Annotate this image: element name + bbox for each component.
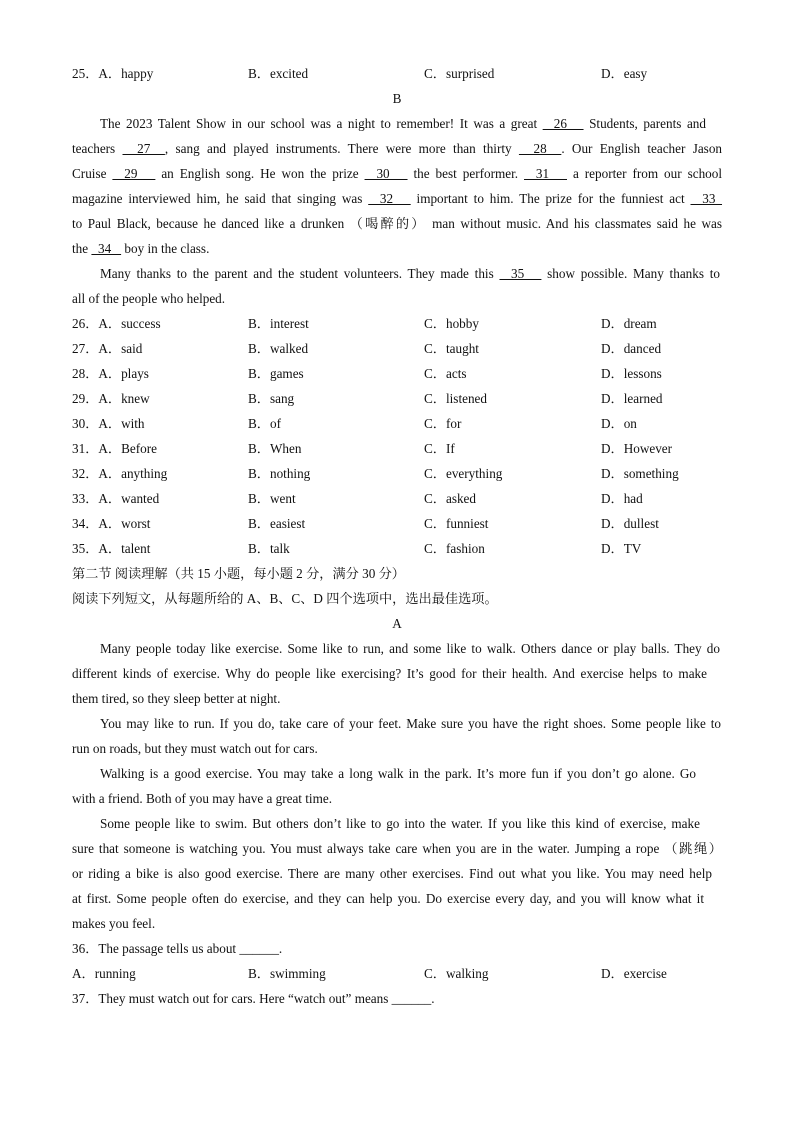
passage-line: Many people today like exercise. Some like to run, and some like to walk. Others dance or play balls. They do <box>100 641 720 656</box>
option-c: C．everything <box>424 466 503 481</box>
option-c: C．acts <box>424 366 467 381</box>
option-c: C．taught <box>424 341 479 356</box>
question-33-options <box>72 490 732 508</box>
cloze-line: teachers 27 , sang and played instruments. There were more than thirty 28 . Our English teacher Jason <box>72 141 723 156</box>
q25-option-a: 25．A．happy <box>72 66 154 81</box>
passage-line: at first. Some people often do exercise, and they can help you. Do exercise every day, and you will know what it <box>72 891 704 906</box>
cloze-line: magazine interviewed him, he said that singing was 32 important to him. The prize for the funniest act 33 <box>72 191 723 206</box>
option-c: C．hobby <box>424 316 479 331</box>
option-b: B．went <box>248 491 296 506</box>
passage-line: You may like to run. If you do, take care of your feet. Make sure you have the right shoes. Some people like to <box>100 716 721 731</box>
blank-34: 34 <box>91 241 122 256</box>
option-b: B．swimming <box>248 966 326 981</box>
passage-line: Walking is a good exercise. You may take a long walk in the park. It’s more fun if you don’t go alone. Go <box>100 766 696 781</box>
option-b: B．sang <box>248 391 295 406</box>
option-b: B．of <box>248 416 281 431</box>
passage-line: sure that someone is watching you. You must always take care when you are in the water. Jumping a rope （跳绳） <box>72 841 722 856</box>
cloze-line: to Paul Black, because he danced like a drunken （喝醉的） man without music. And his classmates said he was <box>72 216 722 231</box>
blank-29: 29 <box>112 166 156 181</box>
question-26-options <box>72 315 732 333</box>
option-d: D．lessons <box>601 366 662 381</box>
question-30-options <box>72 415 732 433</box>
option-c: C．walking <box>424 966 489 981</box>
option-a: A．running <box>72 966 136 981</box>
option-a: 34．A．worst <box>72 516 151 531</box>
option-a: 28．A．plays <box>72 366 149 381</box>
option-a: 33．A．wanted <box>72 491 160 506</box>
section2-heading: 第二节 阅读理解（共 15 小题，每小题 2 分，满分 30 分） <box>72 566 405 581</box>
cloze-line: the 34 boy in the class. <box>72 241 210 256</box>
blank-27: 27 <box>122 141 165 156</box>
option-b: B．talk <box>248 541 290 556</box>
passage-line: or riding a bike is also good exercise. There are many other exercises. Find out what you like. You may need help <box>72 866 712 881</box>
option-a: 31．A．Before <box>72 441 157 456</box>
question-31-options <box>72 440 732 458</box>
question-32-options <box>72 465 732 483</box>
option-d: D．dullest <box>601 516 659 531</box>
option-c: C．listened <box>424 391 488 406</box>
option-c: C．asked <box>424 491 477 506</box>
q25-option-c: C．surprised <box>424 66 495 81</box>
option-d: D．exercise <box>601 966 667 981</box>
passage-line: them tired, so they sleep better at night. <box>72 691 281 706</box>
option-a: 32．A．anything <box>72 466 168 481</box>
blank-26: 26 <box>542 116 584 131</box>
question-27-options <box>72 340 732 358</box>
section2-instruction: 阅读下列短文，从每题所给的 A、B、C、D 四个选项中，选出最佳选项。 <box>72 591 498 606</box>
option-b: B．nothing <box>248 466 311 481</box>
cloze-line: all of the people who helped. <box>72 291 226 306</box>
option-b: B．games <box>248 366 304 381</box>
blank-32: 32 <box>368 191 411 206</box>
option-b: B．interest <box>248 316 309 331</box>
passage-a-title: A <box>392 616 402 631</box>
cloze-line: Cruise 29 an English song. He won the prize 30 the best performer. 31 a reporter from our school <box>72 166 723 181</box>
question-25-options <box>72 65 732 83</box>
option-c: C．funniest <box>424 516 489 531</box>
cloze-line: The 2023 Talent Show in our school was a night to remember! It was a great 26 Students, parents and <box>100 116 706 131</box>
question-36-options <box>72 965 732 983</box>
option-c: C．fashion <box>424 541 485 556</box>
blank-33: 33 <box>690 191 723 206</box>
option-d: D．danced <box>601 341 662 356</box>
passage-line: Some people like to swim. But others don’t like to go into the water. If you like this kind of exercise, make <box>100 816 700 831</box>
blank-31: 31 <box>524 166 567 181</box>
question-37-stem: 37．They must watch out for cars. Here “watch out” means ______. <box>72 991 435 1006</box>
option-d: D．on <box>601 416 637 431</box>
option-a: 29．A．knew <box>72 391 150 406</box>
option-a: 26．A．success <box>72 316 161 331</box>
option-d: D．something <box>601 466 679 481</box>
question-35-options <box>72 540 732 558</box>
option-d: D．had <box>601 491 643 506</box>
passage-line: different kinds of exercise. Why do people like exercising? It’s good for their health. And exercise helps to make <box>72 666 707 681</box>
blank-30: 30 <box>364 166 408 181</box>
option-b: B．When <box>248 441 302 456</box>
question-29-options <box>72 390 732 408</box>
option-a: 27．A．said <box>72 341 143 356</box>
cloze-line: Many thanks to the parent and the student volunteers. They made this 35 show possible. Many thanks to <box>100 266 720 281</box>
question-36-stem: 36．The passage tells us about ______. <box>72 941 283 956</box>
passage-line: makes you feel. <box>72 916 156 931</box>
q25-option-b: B．excited <box>248 66 309 81</box>
option-b: B．walked <box>248 341 309 356</box>
q25-option-d: D．easy <box>601 66 648 81</box>
option-a: 35．A．talent <box>72 541 151 556</box>
section-b-title: B <box>392 91 402 106</box>
option-d: D．However <box>601 441 673 456</box>
question-34-options <box>72 515 732 533</box>
option-c: C．for <box>424 416 462 431</box>
option-a: 30．A．with <box>72 416 145 431</box>
option-d: D．dream <box>601 316 657 331</box>
blank-35: 35 <box>499 266 542 281</box>
blank-28: 28 <box>518 141 562 156</box>
option-c: C．If <box>424 441 455 456</box>
question-28-options <box>72 365 732 383</box>
option-b: B．easiest <box>248 516 306 531</box>
passage-line: run on roads, but they must watch out for cars. <box>72 741 318 756</box>
option-d: D．TV <box>601 541 642 556</box>
option-d: D．learned <box>601 391 663 406</box>
passage-line: with a friend. Both of you may have a great time. <box>72 791 333 806</box>
